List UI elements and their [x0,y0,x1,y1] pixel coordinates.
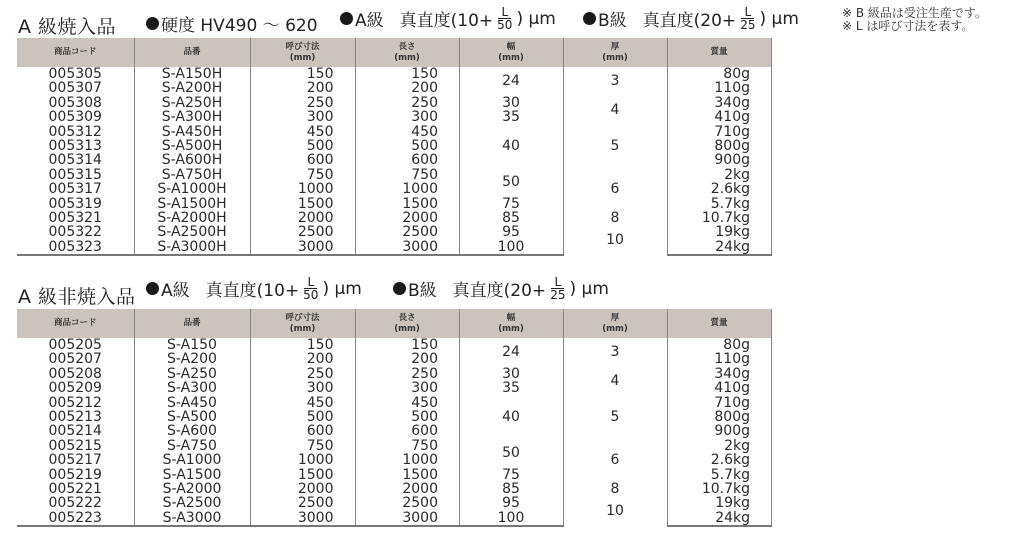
cell-nominal: 300 [250,110,355,124]
cell-length: 2000 [355,211,459,225]
table-row [17,439,771,453]
cell-width: 24 [459,67,563,96]
cell-part-no: S-A450 [134,396,250,410]
cell-mass: 110g [667,81,771,95]
cell-nominal: 750 [250,168,355,182]
cell-part-no: S-A2000H [134,211,250,225]
cell-length: 750 [355,439,459,453]
table-row [17,496,771,510]
cell-nominal: 250 [250,96,355,110]
cell-mass: 800g [667,410,771,424]
hardness-spec: 硬度 HV490 ～ 620 [146,11,318,36]
cell-thickness: 3 [563,338,667,367]
cell-width: 50 [459,439,563,468]
cell-mass: 710g [667,396,771,410]
bullet-icon [583,12,596,25]
cell-nominal: 3000 [250,240,355,255]
cell-nominal: 2500 [250,496,355,510]
header-thickness: 厚 (mm) [563,38,667,67]
spec-table-non-hardened [17,309,772,527]
grade-a-spec-1: A級 真直度(10+ $\frac{L}{50}$ ) μm [340,6,556,31]
header-code: 商品コード [17,38,134,67]
fraction: $\frac{L}{50}$ [497,5,513,32]
cell-nominal: 1500 [250,197,355,211]
cell-part-no: S-A2000 [134,482,250,496]
cell-length: 300 [355,110,459,124]
cell-mass: 2kg [667,168,771,182]
cell-nominal: 150 [250,67,355,81]
cell-width: 40 [459,396,563,439]
cell-code: 005213 [17,410,134,424]
cell-part-no: S-A450H [134,125,250,139]
cell-part-no: S-A3000H [134,240,250,255]
cell-code: 005223 [17,511,134,526]
cell-length: 500 [355,139,459,153]
notes [842,7,987,33]
cell-part-no: S-A2500H [134,225,250,239]
cell-width: 100 [459,240,563,255]
cell-width: 40 [459,125,563,168]
cell-length: 600 [355,424,459,438]
cell-thickness: 5 [563,396,667,439]
cell-length: 1000 [355,182,459,196]
cell-mass: 10.7kg [667,211,771,225]
cell-width: 85 [459,211,563,225]
cell-thickness: 8 [563,211,667,225]
header-mass: 質量 [667,309,771,338]
cell-width: 100 [459,511,563,526]
cell-code: 005319 [17,197,134,211]
cell-width: 30 [459,367,563,381]
cell-part-no: S-A1000H [134,182,250,196]
cell-nominal: 300 [250,381,355,395]
cell-mass: 2.6kg [667,182,771,196]
table-row [17,367,771,381]
cell-part-no: S-A1000 [134,453,250,467]
cell-part-no: S-A150H [134,67,250,81]
cell-code: 005307 [17,81,134,95]
cell-mass: 340g [667,96,771,110]
cell-nominal: 3000 [250,511,355,526]
cell-mass: 80g [667,67,771,81]
header-mass: 質量 [667,38,771,67]
header-width: 幅 (mm) [459,38,563,67]
cell-length: 3000 [355,511,459,526]
cell-part-no: S-A750 [134,439,250,453]
fraction: $\frac{L}{50}$ [303,275,319,302]
cell-nominal: 1500 [250,468,355,482]
cell-thickness: 4 [563,367,667,396]
cell-nominal: 500 [250,139,355,153]
cell-part-no: S-A300 [134,381,250,395]
cell-part-no: S-A2500 [134,496,250,510]
cell-length: 200 [355,81,459,95]
cell-code: 005312 [17,125,134,139]
cell-length: 1500 [355,468,459,482]
table-row [17,211,771,225]
cell-part-no: S-A500 [134,410,250,424]
cell-nominal: 200 [250,352,355,366]
cell-width: 30 [459,96,563,110]
cell-mass: 110g [667,352,771,366]
cell-part-no: S-A250H [134,96,250,110]
cell-code: 005221 [17,482,134,496]
cell-mass: 410g [667,381,771,395]
cell-code: 005321 [17,211,134,225]
cell-length: 150 [355,67,459,81]
cell-mass: 80g [667,338,771,352]
cell-part-no: S-A1500H [134,197,250,211]
cell-length: 250 [355,96,459,110]
cell-mass: 24kg [667,240,771,255]
cell-part-no: S-A600H [134,153,250,167]
cell-code: 005313 [17,139,134,153]
table-row [17,396,771,410]
cell-nominal: 200 [250,81,355,95]
cell-nominal: 450 [250,125,355,139]
cell-nominal: 600 [250,153,355,167]
cell-length: 2500 [355,225,459,239]
cell-mass: 5.7kg [667,468,771,482]
cell-length: 500 [355,410,459,424]
header-part-no: 品番 [134,309,250,338]
table-row [17,125,771,139]
cell-code: 005308 [17,96,134,110]
header-nominal: 呼び寸法 (mm) [250,38,355,67]
cell-nominal: 150 [250,338,355,352]
table-row [17,96,771,110]
cell-mass: 19kg [667,225,771,239]
cell-width: 95 [459,496,563,510]
cell-length: 1500 [355,197,459,211]
table-row [17,338,771,352]
cell-code: 005208 [17,367,134,381]
section-title-hardened: A 級焼入品 [18,16,117,38]
cell-mass: 340g [667,367,771,381]
cell-length: 2500 [355,496,459,510]
cell-nominal: 2000 [250,211,355,225]
cell-part-no: S-A600 [134,424,250,438]
header-part-no: 品番 [134,38,250,67]
cell-code: 005314 [17,153,134,167]
cell-code: 005209 [17,381,134,395]
cell-mass: 900g [667,424,771,438]
note-b-grade: ※ B 級品は受注生産です。 [842,6,987,20]
cell-length: 450 [355,396,459,410]
cell-thickness: 10 [563,496,667,526]
cell-code: 005309 [17,110,134,124]
table-row [17,67,771,81]
cell-mass: 19kg [667,496,771,510]
cell-width: 85 [459,482,563,496]
cell-width: 24 [459,338,563,367]
cell-length: 3000 [355,240,459,255]
cell-part-no: S-A150 [134,338,250,352]
cell-code: 005305 [17,67,134,81]
bullet-icon [146,282,159,295]
fraction: $\frac{L}{25}$ [740,5,756,32]
cell-nominal: 750 [250,439,355,453]
table-row [17,482,771,496]
header-thickness: 厚 (mm) [563,309,667,338]
cell-thickness: 10 [563,225,667,255]
cell-length: 2000 [355,482,459,496]
cell-nominal: 1000 [250,453,355,467]
cell-mass: 5.7kg [667,197,771,211]
cell-width: 35 [459,381,563,395]
cell-mass: 710g [667,125,771,139]
table-row [17,225,771,239]
cell-nominal: 2000 [250,482,355,496]
cell-nominal: 2500 [250,225,355,239]
cell-width: 35 [459,110,563,124]
header-nominal: 呼び寸法 (mm) [250,309,355,338]
table-header-row [17,309,771,338]
grade-b-spec-2: B級 真直度(20+ $\frac{L}{25}$ ) μm [393,276,609,301]
cell-nominal: 250 [250,367,355,381]
bullet-icon [340,12,353,25]
cell-thickness: 3 [563,67,667,96]
cell-thickness: 6 [563,439,667,482]
cell-width: 75 [459,468,563,482]
spec-table-hardened [17,38,772,256]
cell-code: 005323 [17,240,134,255]
cell-mass: 2kg [667,439,771,453]
cell-length: 600 [355,153,459,167]
cell-code: 005214 [17,424,134,438]
cell-code: 005315 [17,168,134,182]
bullet-icon [146,17,159,30]
cell-mass: 410g [667,110,771,124]
cell-part-no: S-A750H [134,168,250,182]
cell-mass: 800g [667,139,771,153]
cell-nominal: 500 [250,410,355,424]
cell-nominal: 450 [250,396,355,410]
cell-code: 005317 [17,182,134,196]
bullet-icon [393,282,406,295]
cell-code: 005322 [17,225,134,239]
note-l-definition: ※ L は呼び寸法を表す。 [842,19,974,33]
cell-length: 450 [355,125,459,139]
cell-mass: 2.6kg [667,453,771,467]
table-header-row [17,38,771,67]
cell-code: 005212 [17,396,134,410]
cell-thickness: 4 [563,96,667,125]
header-length: 長さ (mm) [355,38,459,67]
cell-length: 300 [355,381,459,395]
table-row [17,168,771,182]
cell-code: 005215 [17,439,134,453]
header-length: 長さ (mm) [355,309,459,338]
section-title-non-hardened: A 級非焼入品 [18,286,136,308]
header-code: 商品コード [17,309,134,338]
cell-part-no: S-A200H [134,81,250,95]
cell-code: 005205 [17,338,134,352]
cell-code: 005222 [17,496,134,510]
grade-a-spec-2: A級 真直度(10+ $\frac{L}{50}$ ) μm [146,276,362,301]
cell-nominal: 1000 [250,182,355,196]
cell-length: 250 [355,367,459,381]
cell-code: 005219 [17,468,134,482]
grade-b-spec-1: B級 真直度(20+ $\frac{L}{25}$ ) μm [583,6,799,31]
cell-mass: 900g [667,153,771,167]
cell-length: 200 [355,352,459,366]
cell-code: 005217 [17,453,134,467]
cell-width: 75 [459,197,563,211]
cell-thickness: 6 [563,168,667,211]
cell-thickness: 8 [563,482,667,496]
fraction: $\frac{L}{25}$ [550,275,566,302]
cell-length: 750 [355,168,459,182]
cell-part-no: S-A300H [134,110,250,124]
cell-mass: 10.7kg [667,482,771,496]
cell-mass: 24kg [667,511,771,526]
cell-part-no: S-A1500 [134,468,250,482]
cell-part-no: S-A500H [134,139,250,153]
cell-code: 005207 [17,352,134,366]
cell-part-no: S-A250 [134,367,250,381]
cell-nominal: 600 [250,424,355,438]
cell-width: 50 [459,168,563,197]
cell-length: 1000 [355,453,459,467]
cell-length: 150 [355,338,459,352]
header-width: 幅 (mm) [459,309,563,338]
cell-part-no: S-A200 [134,352,250,366]
cell-width: 95 [459,225,563,239]
cell-part-no: S-A3000 [134,511,250,526]
cell-thickness: 5 [563,125,667,168]
